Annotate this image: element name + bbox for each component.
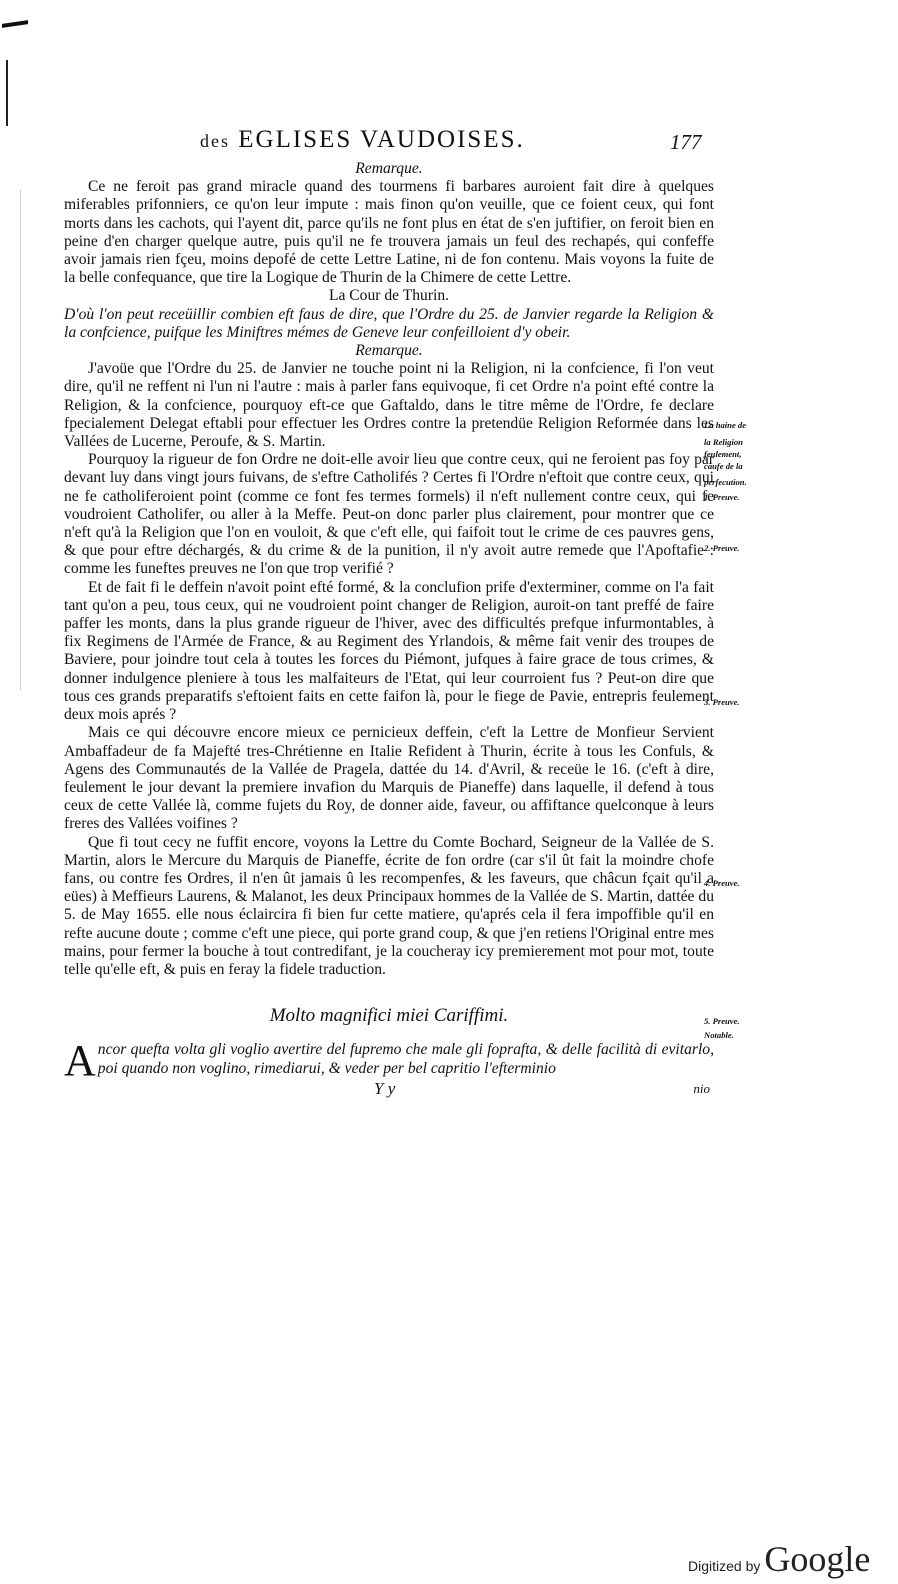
letter-opening [64,1036,714,1086]
italic-quote: D'où l'on peut receüillir combien eft faus de dire, que l'Ordre du 25. de Janvier regarde la Religion & la confcience, puifque les Miniftres mémes de Geneve leur confeilloient d'y obeir. [64,305,714,341]
digitized-by-watermark [688,1538,870,1580]
google-logo: Google [764,1539,871,1579]
running-title [200,126,525,154]
text-block [64,160,714,1100]
margin-note-preuve-3: 3. Preuve. [704,697,740,707]
margin-note-haine: La haine de [704,420,747,430]
margin-note-perfecution: perfecution. [704,477,747,487]
digitized-by-label: Digitized by [688,1558,761,1574]
catchword: nio [693,1080,710,1096]
gutter-shadow [20,190,21,690]
margin-note-feulement: feulement, [704,449,742,459]
paragraph-4: Et de fait fi le deffein n'avoit point efté formé, & la conclufion prife d'exterminer, comme on l'a fait tant qu'on a peu, tous ceux, qui ne voudroient point changer de Religion, auroit-on tant preffé de faire paffer les monts, dans la plus grande rigueur de l'hiver, avec des difficultés prefque infurmontables, à fix Regimens de l'Armée de France, & au Regiment des Yrlandois, & même fait venir des troupes de Baviere, pour joindre tout cela à toutes les forces du Piémont, jufques à faire grace de tous crimes, & donner indulgence pleniere à tous les malfaiteurs de l'Etat, qui leur courroient fus ? Peut-on dire que tous ces grands preparatifs s'eftoient faits en cette faifon là, pour le fiege de Pavie, entrepris feulement deux mois aprés ? [64,578,714,724]
margin-note-caufe: caufe de la [704,461,743,471]
signature-row [64,1080,714,1100]
running-title-prefix: des [200,131,230,151]
margin-note-religion: la Religion [704,437,743,447]
paragraph-6: Que fi tout cecy ne fuffit encore, voyons la Lettre du Comte Bochard, Seigneur de la Vallée de S. Martin, alors le Mercure du Marquis de Pianeffe, écrite de fon ordre (car s'il ût fait la moindre chofe fans, ou contre fes Ordres, il n'en ût jamais û les recompenfes, & les faveurs, que châcun fçait qu'il a eües) à Meffieurs Laurens, & Malanot, les deux Principaux hommes de la Vallée de S. Martin, dattée du 5. de May 1655. elle nous éclaircira fi bien fur cette matiere, qu'aprés cela il fera impoffible qu'il en refte aucune doute ; comme c'eft une piece, qui porte grand coup, & que j'en retiens l'Original entre mes mains, pour fermer la bouche à tout contredifant, je la coucheray icy premierement mot pour mot, toute telle qu'elle eft, & puis en feray la fidele traduction. [64,833,714,978]
letter-salutation: Molto magnifici miei Cariffimi. [269,1005,509,1027]
running-header [0,126,898,160]
remarque-heading-2: Remarque. [355,342,423,360]
paragraph-3: Pourquoy la rigueur de fon Ordre ne doit-elle avoir lieu que contre ceux, qui ne feroient pas foy par devant luy dans vingt jours fuivans, de s'eftre Catholifés ? Certes fi l'Ordre n'eftoit que contre ceux, qui ne fe catholiferoient point (comme ce font fes termes formels) il n'eft nullement contre ceux, qui fe voudroient Catholifer, ou aller à la Meffe. Peut-on donc parler plus clairement, pour montrer que ce n'eft qu'à la Religion que l'on en vouloit, & que c'eft elle, qui faifoit tout le crime de ces pauvres gens, & que pour eftre déchargés, & du crime & de la punition, il n'y avoit autre remede que l'Apoftafie : comme les funeftes preuves ne l'on que trop verifié ? [64,451,714,578]
letter-opening-text: ncor quefta volta gli voglio avertire del fupremo che male gli foprafta, & delle facilità di evitarlo, poi quando non voglino, rimediarui, & veder per bel capritio l'efterminio [97,1041,714,1077]
margin-note-preuve-2: 2. Preuve. [704,543,740,553]
page-edge-mark [2,20,28,28]
margin-note-preuve-4: 4. Preuve. [704,878,740,888]
paragraph-5: Mais ce qui découvre encore mieux ce pernicieux deffein, c'eft la Lettre de Monfieur Servient Ambaffadeur de fa Majefté tres-Chrétienne en Italie Refident à Thurin, écrite à tous les Confuls, & Agens des Communautés de la Vallée de Pragela, dattée du 14. d'Avril, & receüe le 16. (c'eft à dire, feulement le jour devant la premiere invafion du Marquis de Pianeffe) dans laquelle, il defend à tous ceux de cette Vallée là, comme fujets du Roy, de donner aide, faveur, ou affiftance quelconque à leurs freres des Vallées voifines ? [64,724,714,833]
running-title-main: EGLISES VAUDOISES. [238,126,525,153]
section-heading-cour: La Cour de Thurin. [328,287,450,305]
remarque-heading-1: Remarque. [355,160,423,177]
paragraph-1: Ce ne feroit pas grand miracle quand des tourmens fi barbares auroient fait dire à quelques miferables prifonniers, ce qu'on leur impute : mais finon qu'on veuille, que ce foient ceux, qui font morts dans les cachots, qui l'ayent dit, parce qu'ils ne font plus en état de s'en juftifier, on feroit bien en peine d'en charger quelque autre, puis qu'il ne fe trouvera jamais un feul des rechapés, qui confeffe avoir jamais rien fçeu, moins depofé de cette Lettre Latine, ni de fon contenu. Mais voyons la fuite de la belle confequance, que tire la Logique de Thurin de la Chimere de cette Lettre. [64,178,714,287]
paragraph-2: J'avoüe que l'Ordre du 25. de Janvier ne touche point ni la Religion, ni la confcience, fi l'on veut dire, qu'il ne reffent ni l'un ni l'autre : mais à parler fans equivoque, fi cet Ordre n'a point efté contre la Religion, & la confcience, pourquoy eft-ce que Gaftaldo, dans le titre même de l'Ordre, fe declare fpecialement Delegat eftabli pour effectuer les Ordres contre la pretendüe Religion Reformée dans les Vallées de Lucerne, Peroufe, & S. Martin. [64,360,714,451]
drop-cap: A [64,1036,96,1086]
page-edge-line [6,60,8,126]
signature-mark: Y y [374,1078,396,1098]
margin-note-preuve-5: 5. Preuve. [704,1016,740,1026]
margin-note-notable: Notable. [704,1030,734,1040]
page-number: 177 [670,130,702,154]
margin-note-preuve-1: 1. Preuve. [704,492,740,502]
